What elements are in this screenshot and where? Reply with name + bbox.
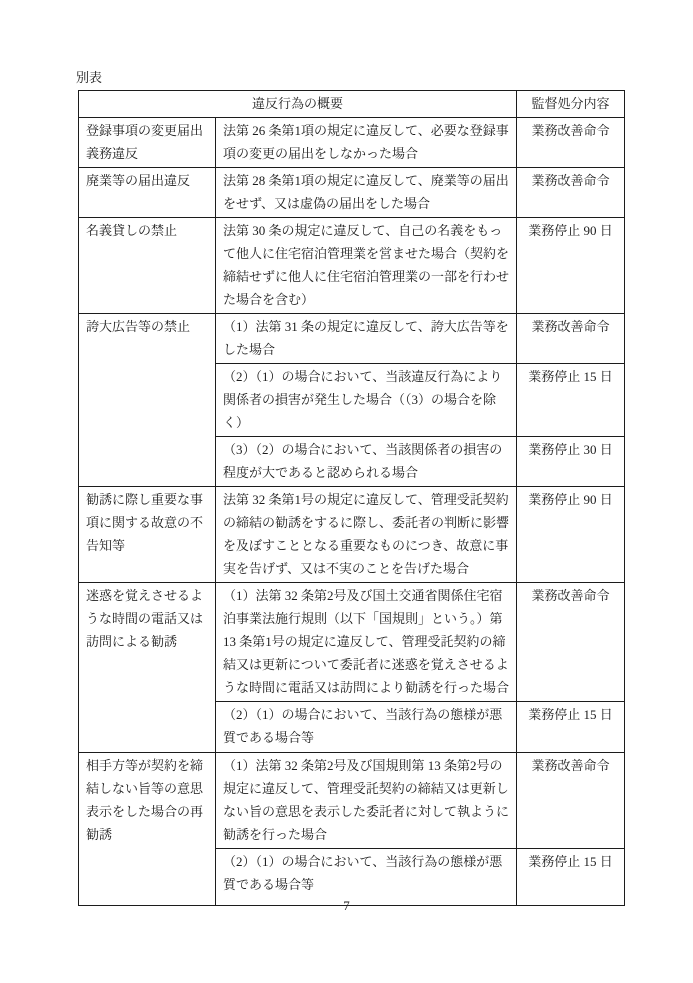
category-cell: 登録事項の変更届出義務違反 <box>79 118 216 168</box>
table-row <box>79 118 625 168</box>
category-cell: 迷惑を覚えさせるような時間の電話又は訪問による勧誘 <box>79 583 216 753</box>
page-number: 7 <box>343 898 350 913</box>
disposition-cell: 業務改善命令 <box>517 583 625 702</box>
disposition-cell: 業務改善命令 <box>517 314 625 364</box>
disposition-cell: 業務停止 90 日 <box>517 218 625 314</box>
description-cell: （1）法第 32 条第2号及び国土交通省関係住宅宿泊事業法施行規則（以下「国規則」という。）第 13 条第1号の規定に違反して、管理受託契約の締結又は更新について委託者に迷惑を覚えさせるような時間に電話又は訪問により勧誘を行った場合 <box>216 583 517 702</box>
disposition-cell: 業務改善命令 <box>517 753 625 849</box>
disposition-cell: 業務停止 15 日 <box>517 364 625 437</box>
disposition-cell: 業務改善命令 <box>517 168 625 218</box>
description-cell: （2）（1）の場合において、当該行為の態様が悪質である場合等 <box>216 702 517 753</box>
attachment-table-label: 別表 <box>76 70 103 85</box>
violation-table <box>78 90 625 906</box>
description-cell: （2）（1）の場合において、当該行為の態様が悪質である場合等 <box>216 849 517 906</box>
description-cell: 法第 32 条第1号の規定に違反して、管理受託契約の締結の勧誘をするに際し、委託者の判断に影響を及ぼすこととなる重要なものにつき、故意に事実を告げず、又は不実のことを告げた場合 <box>216 487 517 583</box>
description-cell: （3）（2）の場合において、当該関係者の損害の程度が大であると認められる場合 <box>216 437 517 487</box>
disposition-cell: 業務停止 90 日 <box>517 487 625 583</box>
description-cell: 法第 30 条の規定に違反して、自己の名義をもって他人に住宅宿泊管理業を営ませた場合（契約を締結せずに他人に住宅宿泊管理業の一部を行わせた場合を含む） <box>216 218 517 314</box>
disposition-cell: 業務停止 15 日 <box>517 849 625 906</box>
table-header-row <box>79 91 625 118</box>
table-row <box>79 218 625 314</box>
header-disposition-cell: 監督処分内容 <box>517 91 625 118</box>
header-overview-cell: 違反行為の概要 <box>79 91 517 118</box>
table-row <box>79 487 625 583</box>
description-cell: 法第 28 条第1項の規定に違反して、廃業等の届出をせず、又は虚偽の届出をした場合 <box>216 168 517 218</box>
category-cell: 廃業等の届出違反 <box>79 168 216 218</box>
table-row <box>79 753 625 849</box>
category-cell: 勧誘に際し重要な事項に関する故意の不告知等 <box>79 487 216 583</box>
description-cell: （1）法第 32 条第2号及び国規則第 13 条第2号の規定に違反して、管理受託契約の締結又は更新しない旨の意思を表示した委託者に対して執ように勧誘を行った場合 <box>216 753 517 849</box>
disposition-cell: 業務改善命令 <box>517 118 625 168</box>
table-row <box>79 168 625 218</box>
category-cell: 誇大広告等の禁止 <box>79 314 216 487</box>
disposition-cell: 業務停止 15 日 <box>517 702 625 753</box>
table-row <box>79 314 625 364</box>
description-cell: （2）（1）の場合において、当該違反行為により関係者の損害が発生した場合（（3）の場合を除く） <box>216 364 517 437</box>
disposition-cell: 業務停止 30 日 <box>517 437 625 487</box>
description-cell: 法第 26 条第1項の規定に違反して、必要な登録事項の変更の届出をしなかった場合 <box>216 118 517 168</box>
category-cell: 相手方等が契約を締結しない旨等の意思表示をした場合の再勧誘 <box>79 753 216 906</box>
category-cell: 名義貸しの禁止 <box>79 218 216 314</box>
table-row <box>79 583 625 702</box>
description-cell: （1）法第 31 条の規定に違反して、誇大広告等をした場合 <box>216 314 517 364</box>
